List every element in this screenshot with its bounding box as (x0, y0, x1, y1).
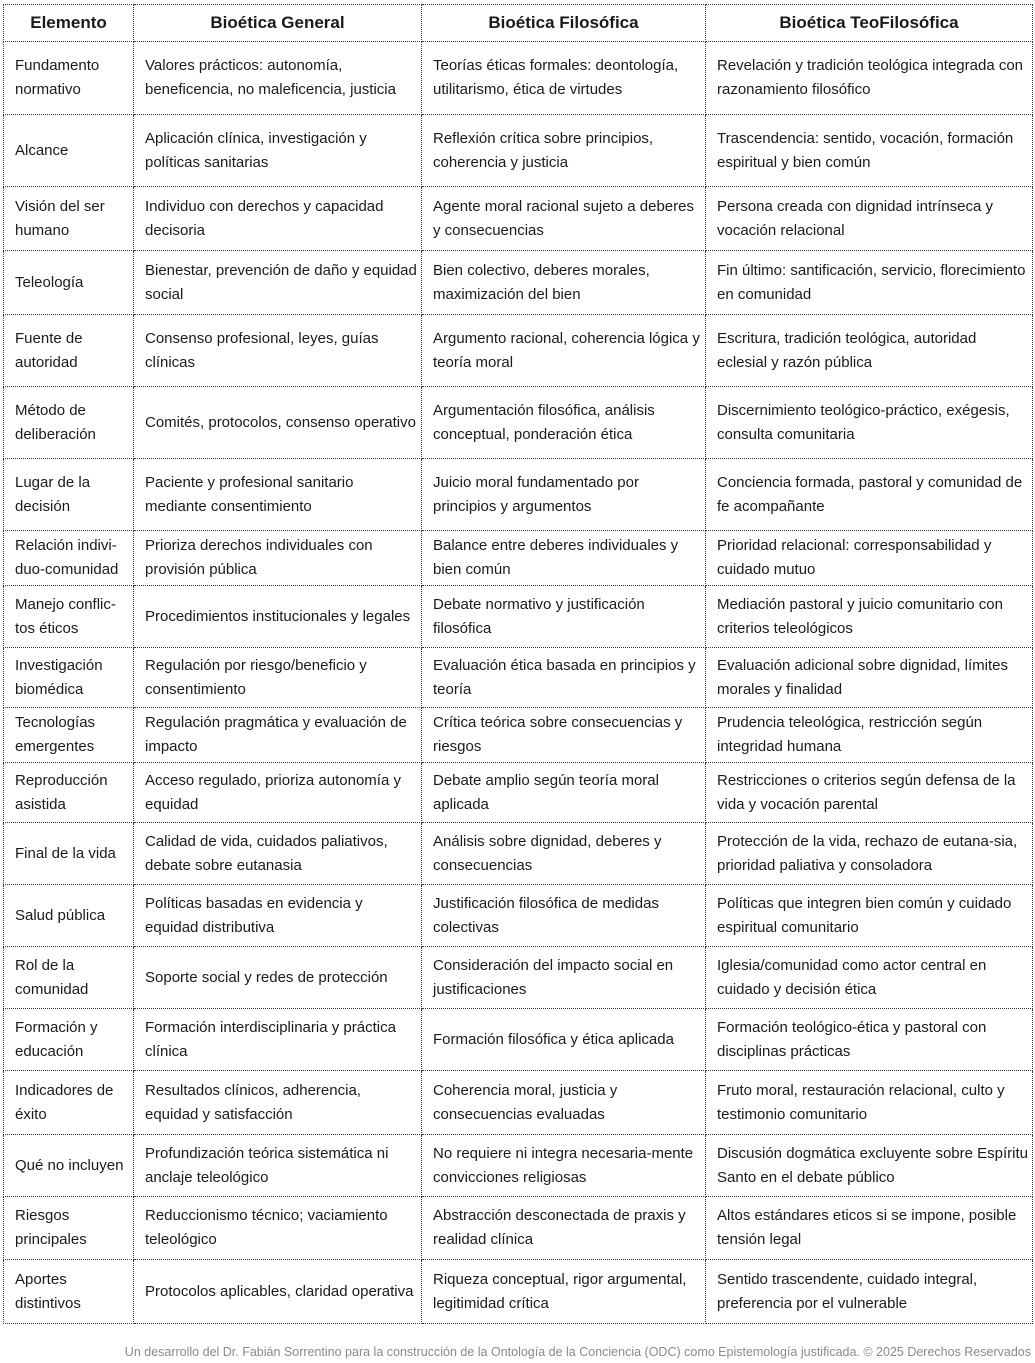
row-element-cell: Alcance (4, 115, 134, 187)
filosofica-cell: Argumentación filosófica, análisis conceptual, ponderación ética (422, 387, 706, 459)
teofilosofica-cell: Conciencia formada, pastoral y comunidad de fe acompañante (706, 459, 1033, 531)
teofilosofica-cell: Restricciones o criterios según defensa de la vida y vocación parental (706, 763, 1033, 823)
teofilosofica-cell: Revelación y tradición teológica integrada con razonamiento filosófico (706, 42, 1033, 115)
teofilosofica-cell: Políticas que integren bien común y cuidado espiritual comunitario (706, 885, 1033, 947)
filosofica-cell: Agente moral racional sujeto a deberes y consecuencias (422, 187, 706, 251)
general-cell: Calidad de vida, cuidados paliativos, debate sobre eutanasia (134, 823, 422, 885)
row-element-cell: Método de deliberación (4, 387, 134, 459)
table-body (4, 42, 1033, 1324)
row-element-cell: Manejo conflic-tos éticos (4, 586, 134, 648)
filosofica-cell: Juicio moral fundamentado por principios y argumentos (422, 459, 706, 531)
filosofica-cell: Consideración del impacto social en justificaciones (422, 947, 706, 1009)
row-element-cell: Indicadores de éxito (4, 1071, 134, 1135)
teofilosofica-cell: Fin último: santificación, servicio, florecimiento en comunidad (706, 251, 1033, 315)
filosofica-cell: Formación filosófica y ética aplicada (422, 1009, 706, 1071)
teofilosofica-cell: Escritura, tradición teológica, autoridad eclesial y razón pública (706, 315, 1033, 387)
row-element-cell: Tecnologías emergentes (4, 708, 134, 763)
filosofica-cell: Justificación filosófica de medidas colectivas (422, 885, 706, 947)
general-cell: Valores prácticos: autonomía, beneficencia, no maleficencia, justicia (134, 42, 422, 115)
general-cell: Prioriza derechos individuales con provisión pública (134, 531, 422, 586)
table-row (4, 1197, 1033, 1260)
row-element-cell: Relación indivi-duo-comunidad (4, 531, 134, 586)
table-row (4, 1071, 1033, 1135)
table-row (4, 531, 1033, 586)
general-cell: Formación interdisciplinaria y práctica clínica (134, 1009, 422, 1071)
row-element-cell: Teleología (4, 251, 134, 315)
teofilosofica-cell: Trascendencia: sentido, vocación, formación espiritual y bien común (706, 115, 1033, 187)
general-cell: Aplicación clínica, investigación y políticas sanitarias (134, 115, 422, 187)
filosofica-cell: Coherencia moral, justicia y consecuencias evaluadas (422, 1071, 706, 1135)
table-row (4, 1135, 1033, 1197)
filosofica-cell: Reflexión crítica sobre principios, coherencia y justicia (422, 115, 706, 187)
filosofica-cell: Riqueza conceptual, rigor argumental, legitimidad crítica (422, 1260, 706, 1324)
table-row (4, 947, 1033, 1009)
comparison-table-container (3, 4, 1032, 1324)
general-cell: Soporte social y redes de protección (134, 947, 422, 1009)
bioethics-comparison-table (3, 4, 1033, 1324)
table-row (4, 586, 1033, 648)
copyright-footer: Un desarrollo del Dr. Fabián Sorrentino para la construcción de la Ontología de la Conciencia (ODC) como Epistemología justificada. © 2025 Derechos Reservados (124, 1345, 1031, 1359)
table-row (4, 648, 1033, 708)
row-element-cell: Final de la vida (4, 823, 134, 885)
teofilosofica-cell: Mediación pastoral y juicio comunitario con criterios teleológicos (706, 586, 1033, 648)
filosofica-cell: Abstracción desconectada de praxis y realidad clínica (422, 1197, 706, 1260)
general-cell: Paciente y profesional sanitario mediante consentimiento (134, 459, 422, 531)
row-element-cell: Reproducción asistida (4, 763, 134, 823)
table-row (4, 315, 1033, 387)
table-row (4, 885, 1033, 947)
row-element-cell: Rol de la comunidad (4, 947, 134, 1009)
teofilosofica-cell: Discusión dogmática excluyente sobre Espíritu Santo en el debate público (706, 1135, 1033, 1197)
row-element-cell: Fuente de autoridad (4, 315, 134, 387)
general-cell: Políticas basadas en evidencia y equidad distributiva (134, 885, 422, 947)
general-cell: Bienestar, prevención de daño y equidad social (134, 251, 422, 315)
table-row (4, 42, 1033, 115)
table-row (4, 708, 1033, 763)
teofilosofica-cell: Protección de la vida, rechazo de eutana-sia, prioridad paliativa y consoladora (706, 823, 1033, 885)
header-bioetica-filosofica: Bioética Filosófica (422, 5, 706, 42)
filosofica-cell: Balance entre deberes individuales y bien común (422, 531, 706, 586)
teofilosofica-cell: Altos estándares eticos si se impone, posible tensión legal (706, 1197, 1033, 1260)
teofilosofica-cell: Prioridad relacional: corresponsabilidad y cuidado mutuo (706, 531, 1033, 586)
table-row (4, 823, 1033, 885)
header-bioetica-teofilosofica: Bioética TeoFilosófica (706, 5, 1033, 42)
general-cell: Acceso regulado, prioriza autonomía y equidad (134, 763, 422, 823)
general-cell: Regulación por riesgo/beneficio y consentimiento (134, 648, 422, 708)
row-element-cell: Formación y educación (4, 1009, 134, 1071)
general-cell: Regulación pragmática y evaluación de impacto (134, 708, 422, 763)
filosofica-cell: Bien colectivo, deberes morales, maximización del bien (422, 251, 706, 315)
teofilosofica-cell: Formación teológico-ética y pastoral con disciplinas prácticas (706, 1009, 1033, 1071)
row-element-cell: Salud pública (4, 885, 134, 947)
filosofica-cell: Debate amplio según teoría moral aplicada (422, 763, 706, 823)
filosofica-cell: Teorías éticas formales: deontología, utilitarismo, ética de virtudes (422, 42, 706, 115)
header-row (4, 5, 1033, 42)
table-header (4, 5, 1033, 42)
teofilosofica-cell: Discernimiento teológico-práctico, exégesis, consulta comunitaria (706, 387, 1033, 459)
row-element-cell: Visión del ser humano (4, 187, 134, 251)
filosofica-cell: Análisis sobre dignidad, deberes y consecuencias (422, 823, 706, 885)
general-cell: Individuo con derechos y capacidad decisoria (134, 187, 422, 251)
table-row (4, 1009, 1033, 1071)
row-element-cell: Lugar de la decisión (4, 459, 134, 531)
teofilosofica-cell: Iglesia/comunidad como actor central en cuidado y decisión ética (706, 947, 1033, 1009)
filosofica-cell: Debate normativo y justificación filosófica (422, 586, 706, 648)
row-element-cell: Aportes distintivos (4, 1260, 134, 1324)
teofilosofica-cell: Sentido trascendente, cuidado integral, preferencia por el vulnerable (706, 1260, 1033, 1324)
general-cell: Profundización teórica sistemática ni anclaje teleológico (134, 1135, 422, 1197)
table-row (4, 1260, 1033, 1324)
filosofica-cell: Evaluación ética basada en principios y teoría (422, 648, 706, 708)
row-element-cell: Riesgos principales (4, 1197, 134, 1260)
table-row (4, 187, 1033, 251)
general-cell: Reduccionismo técnico; vaciamiento teleológico (134, 1197, 422, 1260)
row-element-cell: Qué no incluyen (4, 1135, 134, 1197)
table-row (4, 115, 1033, 187)
teofilosofica-cell: Fruto moral, restauración relacional, culto y testimonio comunitario (706, 1071, 1033, 1135)
row-element-cell: Fundamento normativo (4, 42, 134, 115)
general-cell: Resultados clínicos, adherencia, equidad y satisfacción (134, 1071, 422, 1135)
header-elemento: Elemento (4, 5, 134, 42)
general-cell: Protocolos aplicables, claridad operativa (134, 1260, 422, 1324)
teofilosofica-cell: Evaluación adicional sobre dignidad, límites morales y finalidad (706, 648, 1033, 708)
table-row (4, 459, 1033, 531)
table-row (4, 251, 1033, 315)
filosofica-cell: Crítica teórica sobre consecuencias y riesgos (422, 708, 706, 763)
general-cell: Comités, protocolos, consenso operativo (134, 387, 422, 459)
teofilosofica-cell: Prudencia teleológica, restricción según integridad humana (706, 708, 1033, 763)
row-element-cell: Investigación biomédica (4, 648, 134, 708)
general-cell: Procedimientos institucionales y legales (134, 586, 422, 648)
general-cell: Consenso profesional, leyes, guías clínicas (134, 315, 422, 387)
filosofica-cell: No requiere ni integra necesaria-mente convicciones religiosas (422, 1135, 706, 1197)
header-bioetica-general: Bioética General (134, 5, 422, 42)
table-row (4, 763, 1033, 823)
filosofica-cell: Argumento racional, coherencia lógica y teoría moral (422, 315, 706, 387)
teofilosofica-cell: Persona creada con dignidad intrínseca y vocación relacional (706, 187, 1033, 251)
table-row (4, 387, 1033, 459)
